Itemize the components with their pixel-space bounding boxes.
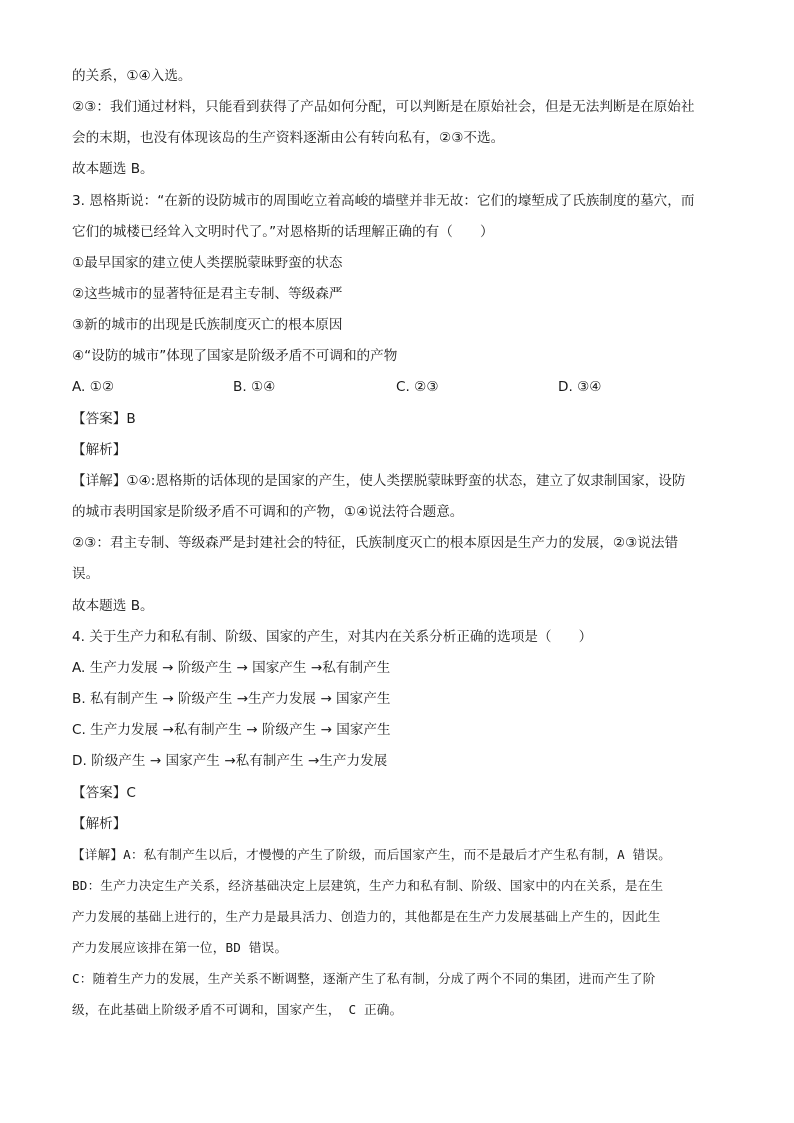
answer-label: 【答案】B	[72, 411, 136, 427]
text-line: 会的末期，也没有体现该岛的生产资料逐渐由公有转向私有，②③不选。	[72, 130, 505, 146]
question-4-option-a: A. 生产力发展 → 阶级产生 → 国家产生 →私有制产生	[72, 660, 391, 676]
question-3-statement: ②这些城市的显著特征是君主专制、等级森严	[72, 286, 343, 302]
text-line: 故本题选 B。	[72, 598, 154, 614]
question-3-option-a: A. ①②	[72, 379, 115, 395]
detail-text: ②③：君主专制、等级森严是封建社会的特征，氏族制度灭亡的根本原因是生产力的发展，②③说法错	[72, 535, 679, 551]
detail-text: C：随着生产力的发展，生产关系不断调整，逐渐产生了私有制，分成了两个不同的集团，进而产生了阶	[72, 971, 656, 986]
detail-text: 产力发展应该排在第一位，BD 错误。	[72, 940, 288, 955]
text-line: 的关系，①④入选。	[72, 68, 192, 84]
analysis-label: 【解析】	[72, 442, 127, 458]
detail-text: 【详解】①④:恩格斯的话体现的是国家的产生，使人类摆脱蒙昧野蛮的状态，建立了奴隶制国家，设防	[72, 473, 686, 489]
question-3-stem: 3. 恩格斯说：“在新的设防城市的周围屹立着高峻的墙壁并非无故：它们的壕堑成了氏族制度的墓穴，而	[72, 193, 695, 209]
question-3-option-c: C. ②③	[396, 379, 439, 395]
analysis-label: 【解析】	[72, 816, 127, 832]
detail-text: 的城市表明国家是阶级矛盾不可调和的产物，①④说法符合题意。	[72, 504, 464, 520]
question-3-statement: ①最早国家的建立使人类摆脱蒙昧野蛮的状态	[72, 255, 343, 271]
question-3-statement: ④“设防的城市”体现了国家是阶级矛盾不可调和的产物	[72, 348, 398, 364]
question-3-statement: ③新的城市的出现是氏族制度灭亡的根本原因	[72, 317, 343, 333]
question-4-stem: 4. 关于生产力和私有制、阶级、国家的产生，对其内在关系分析正确的选项是（ ）	[72, 629, 593, 645]
question-3-stem: 它们的城楼已经耸入文明时代了。”对恩格斯的话理解正确的有（ ）	[72, 224, 494, 240]
detail-text: BD：生产力决定生产关系，经济基础决定上层建筑，生产力和私有制、阶级、国家中的内在关系，是在生	[72, 878, 664, 893]
question-3-option-d: D. ③④	[558, 379, 602, 395]
answer-label: 【答案】C	[72, 785, 136, 801]
detail-text: 级，在此基础上阶级矛盾不可调和，国家产生， C 正确。	[72, 1002, 403, 1017]
detail-text: 产力发展的基础上进行的，生产力是最具活力、创造力的，其他都是在生产力发展基础上产生的，因此生	[72, 909, 661, 924]
text-line: 故本题选 B。	[72, 161, 154, 177]
question-4-option-c: C. 生产力发展 →私有制产生 → 阶级产生 → 国家产生	[72, 722, 391, 738]
detail-text: 误。	[72, 566, 100, 582]
text-line: ②③：我们通过材料，只能看到获得了产品如何分配，可以判断是在原始社会，但是无法判断是在原始社	[72, 99, 695, 115]
question-4-option-d: D. 阶级产生 → 国家产生 →私有制产生 →生产力发展	[72, 753, 388, 769]
detail-text: 【详解】A：私有制产生以后，才慢慢的产生了阶级，而后国家产生，而不是最后才产生私有制，A 错误。	[72, 847, 672, 862]
question-4-option-b: B. 私有制产生 → 阶级产生 →生产力发展 → 国家产生	[72, 691, 391, 707]
question-3-option-b: B. ①④	[233, 379, 276, 395]
